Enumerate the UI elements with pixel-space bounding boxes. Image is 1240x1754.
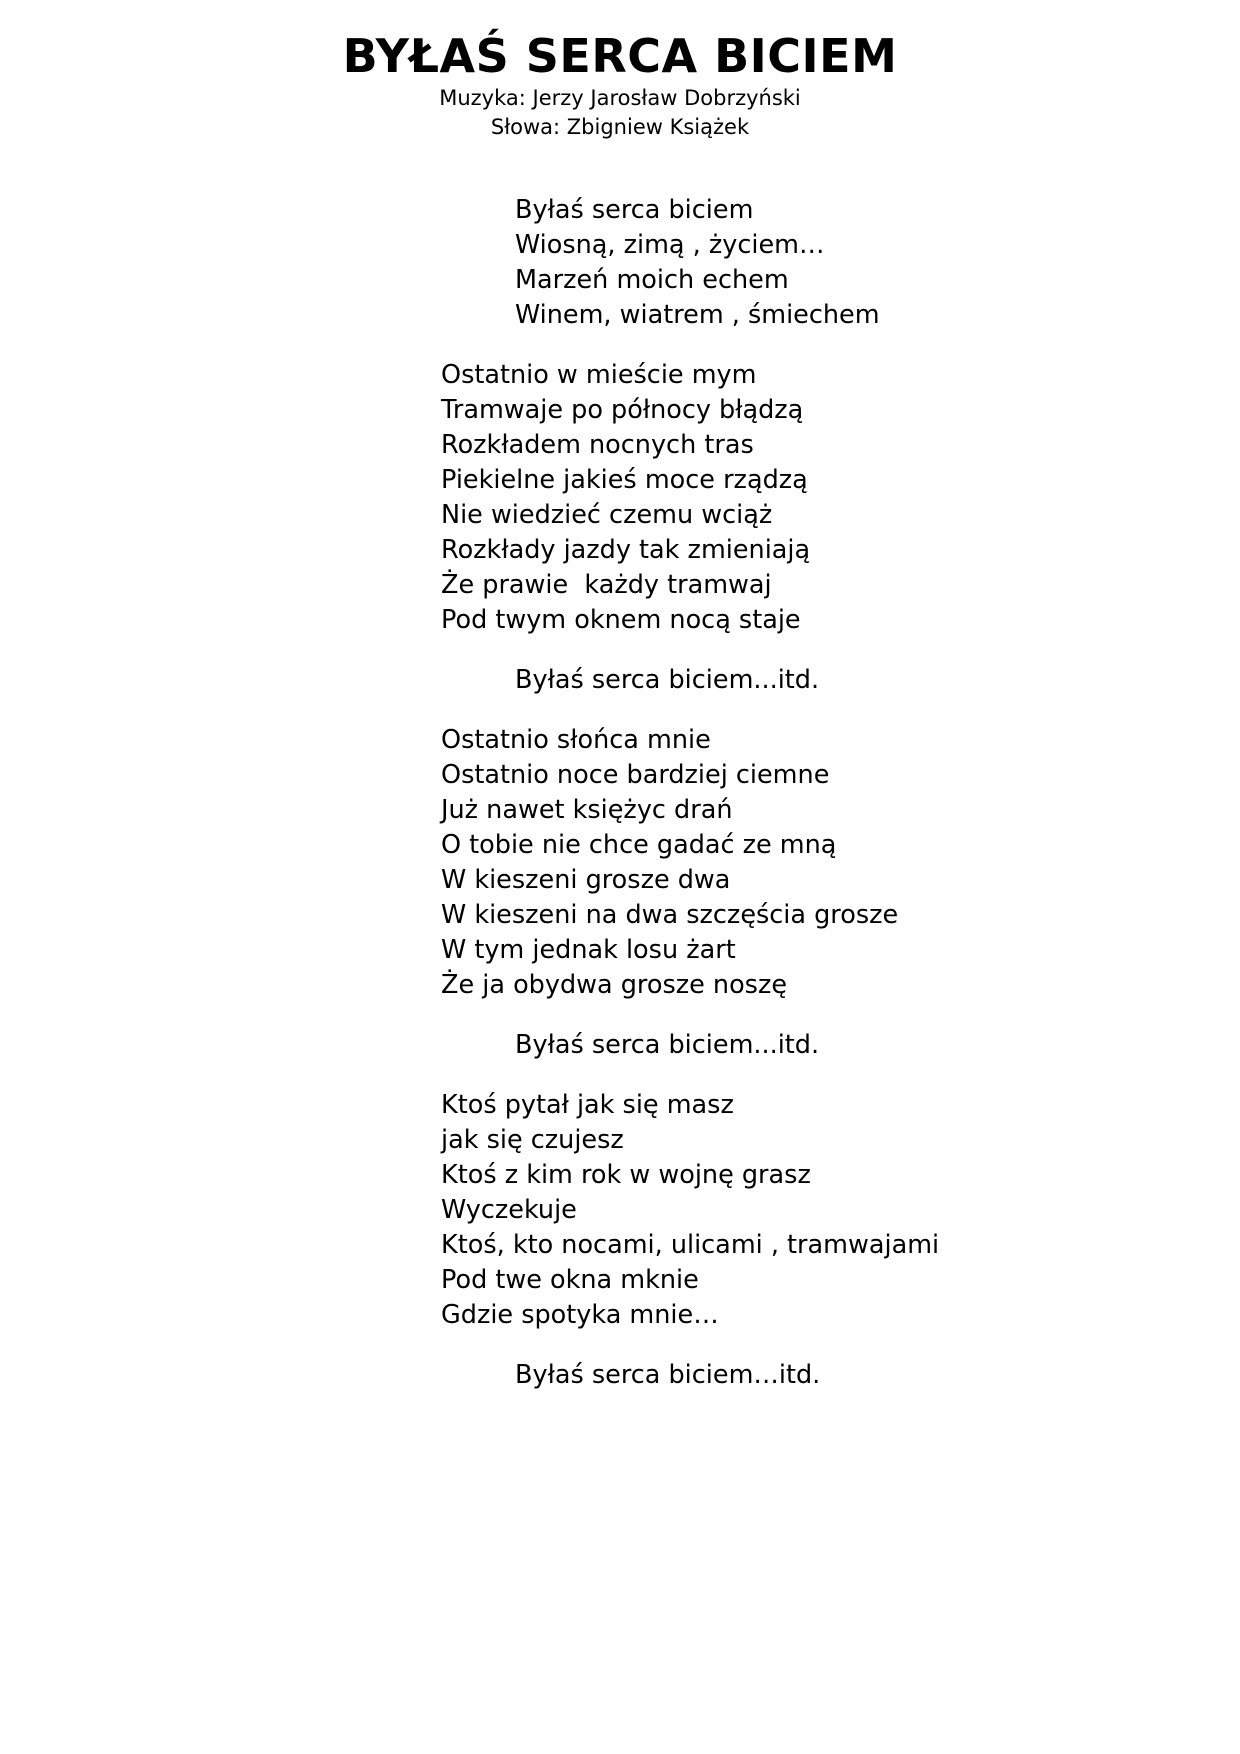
lyric-line: Marzeń moich echem bbox=[515, 265, 789, 295]
lyric-line: Ostatnio słońca mnie bbox=[441, 725, 711, 755]
lyric-line: Nie wiedzieć czemu wciąż bbox=[441, 500, 773, 530]
lyrics-body bbox=[441, 193, 1201, 1418]
lyric-line: Gdzie spotyka mnie… bbox=[441, 1300, 719, 1330]
lyric-line: Byłaś serca biciem…itd. bbox=[515, 1360, 821, 1390]
lyric-line: Byłaś serca biciem bbox=[515, 195, 754, 225]
lyric-line: Pod twym oknem nocą staje bbox=[441, 605, 801, 635]
verse-stanza bbox=[441, 723, 1201, 1003]
lyric-line: jak się czujesz bbox=[441, 1125, 624, 1155]
chorus-stanza bbox=[441, 663, 1201, 698]
lyric-line: O tobie nie chce gadać ze mną bbox=[441, 830, 837, 860]
lyric-line: Pod twe okna mknie bbox=[441, 1265, 699, 1295]
lyric-line: Wyczekuje bbox=[441, 1195, 577, 1225]
lyric-line: Wiosną, zimą , życiem… bbox=[515, 230, 825, 260]
lyric-line: Że ja obydwa grosze noszę bbox=[441, 970, 788, 1000]
lyric-line: Winem, wiatrem , śmiechem bbox=[515, 300, 880, 330]
music-credit: Muzyka: Jerzy Jarosław Dobrzyński bbox=[439, 86, 801, 110]
song-header bbox=[0, 28, 1240, 142]
lyric-line: Że prawie każdy tramwaj bbox=[441, 570, 772, 600]
verse-stanza bbox=[441, 358, 1201, 638]
lyric-line: Ktoś pytał jak się masz bbox=[441, 1090, 734, 1120]
lyric-line: W tym jednak losu żart bbox=[441, 935, 736, 965]
lyric-line: Ostatnio noce bardziej ciemne bbox=[441, 760, 830, 790]
verse-stanza bbox=[441, 1088, 1201, 1333]
lyric-line: Tramwaje po północy błądzą bbox=[441, 395, 804, 425]
lyric-line: W kieszeni na dwa szczęścia grosze bbox=[441, 900, 899, 930]
lyric-line: Piekielne jakieś moce rządzą bbox=[441, 465, 808, 495]
lyric-line: Już nawet księżyc drań bbox=[441, 795, 733, 825]
chorus-stanza bbox=[441, 193, 1201, 333]
song-title: BYŁAŚ SERCA BICIEM bbox=[342, 29, 898, 83]
lyric-line: Byłaś serca biciem...itd. bbox=[515, 665, 820, 695]
lyric-line: Ktoś z kim rok w wojnę grasz bbox=[441, 1160, 811, 1190]
lyric-line: W kieszeni grosze dwa bbox=[441, 865, 731, 895]
chorus-stanza bbox=[441, 1028, 1201, 1063]
lyric-line: Ktoś, kto nocami, ulicami , tramwajami bbox=[441, 1230, 940, 1260]
lyric-line: Ostatnio w mieście mym bbox=[441, 360, 757, 390]
lyric-line: Byłaś serca biciem...itd. bbox=[515, 1030, 820, 1060]
chorus-stanza bbox=[441, 1358, 1201, 1393]
lyric-line: Rozkłady jazdy tak zmieniają bbox=[441, 535, 811, 565]
lyric-line: Rozkładem nocnych tras bbox=[441, 430, 754, 460]
lyrics-credit: Słowa: Zbigniew Książek bbox=[490, 115, 750, 139]
